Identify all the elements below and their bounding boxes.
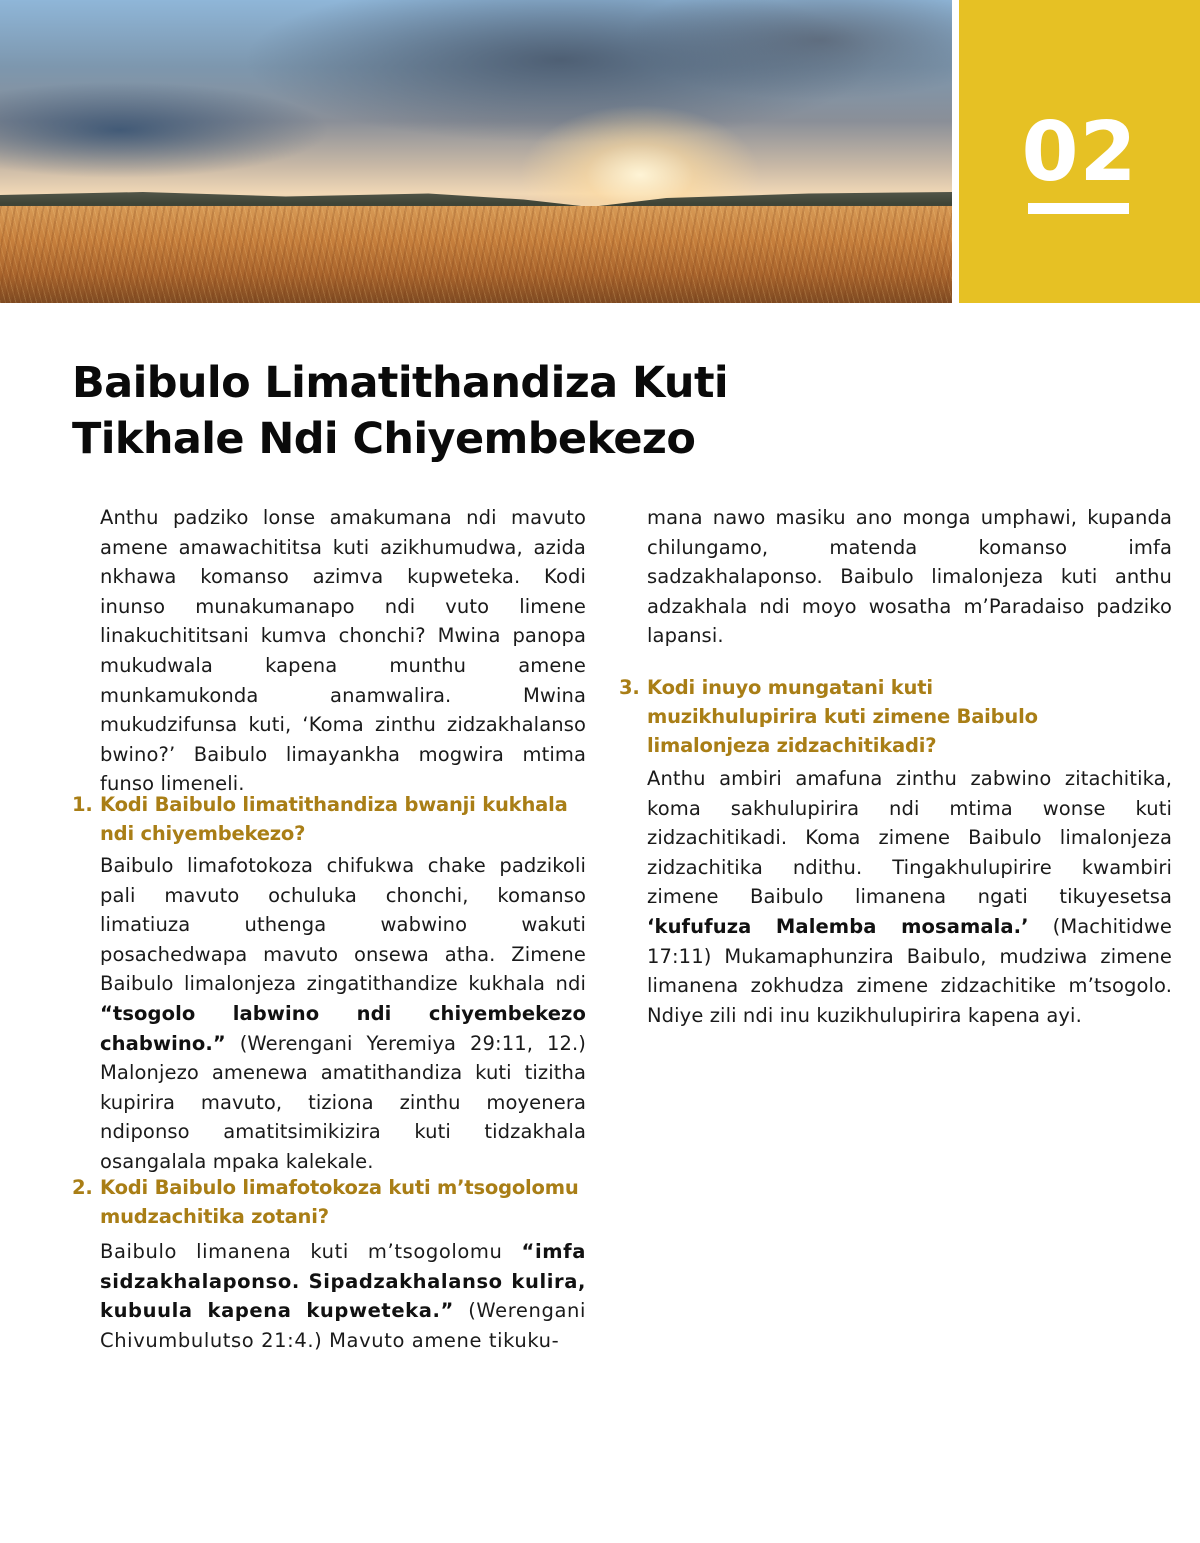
answer-text: Anthu ambiri amafuna zinthu zabwino zitachitika, koma sakhulupirira ndi mtima wonse kuti zidzachitikadi. Koma zimene Baibulo limalonjeza zidzachitika ndithu. Tingakhulupirire kwambiri zimene Baibulo limanena ngati tikuyesetsa [647, 767, 1172, 909]
page-title [72, 355, 872, 467]
answer-text-continued: mana nawo masiku ano monga umphawi, kupanda chilungamo, matenda komanso imfa sadzakhalaponso. Baibulo limalonjeza kuti anthu adzakhala ndi moyo wosatha m’Paradaiso padziko lapansi. [647, 506, 1172, 648]
intro-paragraph: Anthu padziko lonse amakumana ndi mavuto amene amawachititsa kuti azikhumudwa, azida nkhawa komanso azimva kupweteka. Kodi inunso munakumanapo ndi vuto limene linakuchititsani kumva chonchi? Mwina panopa mukudwala kapena munthu amene munkamukonda anamwalira. Mwina mukudzifunsa kuti, ‘Koma zinthu zidzakhalanso bwino?’ Baibulo limayankha mogwira mtima funso limeneli. [100, 506, 586, 796]
lesson-number: 02 [1021, 105, 1138, 200]
answer-text: Baibulo limanena kuti m’tsogolomu [100, 1240, 522, 1263]
question-2 [72, 1173, 590, 1231]
answer-text: (Werengani Chivumbulutso 21:4.) Mavuto amene tikuku- [100, 1299, 586, 1352]
answer-text: Baibulo limafotokoza chifukwa chake padzikoli pali mavuto ochuluka chonchi, komanso limatiuza uthenga wabwino wakuti posachedwapa mavuto onsewa atha. Zimene Baibulo limalonjeza zingatithandize kukhala ndi [100, 854, 586, 996]
answer-2-continued [647, 503, 1172, 651]
question-3 [619, 673, 1087, 760]
scripture-quote: “tsogolo labwino ndi chiyembekezo chabwino.” [100, 1001, 586, 1055]
answer-1 [100, 851, 586, 1177]
lesson-number-underline [1028, 203, 1129, 214]
question-number: 1. [72, 793, 93, 816]
question-number: 3. [619, 676, 640, 699]
question-number: 2. [72, 1176, 93, 1199]
hero-field [0, 206, 952, 303]
hero-wheat-field-image [0, 0, 952, 303]
question-text: Kodi Baibulo limatithandiza bwanji kukhala ndi chiyembekezo? [100, 793, 568, 845]
answer-3 [647, 764, 1172, 1030]
scripture-quote: “imfa sidzakhalaponso. Sipadzakhalanso kulira, kubuula kapena kupweteka.” [100, 1240, 586, 1323]
title-line-1: Baibulo Limatithandiza Kuti [72, 358, 729, 408]
lesson-number-panel [959, 0, 1200, 303]
question-text: Kodi Baibulo limafotokoza kuti m’tsogolomu mudzachitika zotani? [100, 1176, 579, 1228]
question-1 [72, 790, 580, 848]
question-text: Kodi inuyo mungatani kuti muzikhulupirira kuti zimene Baibulo limalonjeza zidzachitikadi? [647, 676, 1038, 757]
intro-paragraph-block [100, 503, 586, 799]
scripture-quote: ‘kufufuza Malemba mosamala.’ [647, 914, 1029, 938]
answer-2 [100, 1237, 586, 1355]
title-line-2: Tikhale Ndi Chiyembekezo [72, 414, 696, 464]
answer-text: (Werengani Yeremiya 29:11, 12.) Malonjezo amenewa amatithandiza kuti tizitha kupirira mavuto, tiziona zinthu moyenera ndiponso amatitsimikizira kuti tidzakhala osangalala mpaka kalekale. [100, 1031, 586, 1173]
answer-text: (Machitidwe 17:11) Mukamaphunzira Baibulo, mudziwa zimene limanena zokhudza zimene zidzachitike m’tsogolo. Ndiye zili ndi inu kuzikhulupirira kapena ayi. [647, 914, 1172, 1027]
